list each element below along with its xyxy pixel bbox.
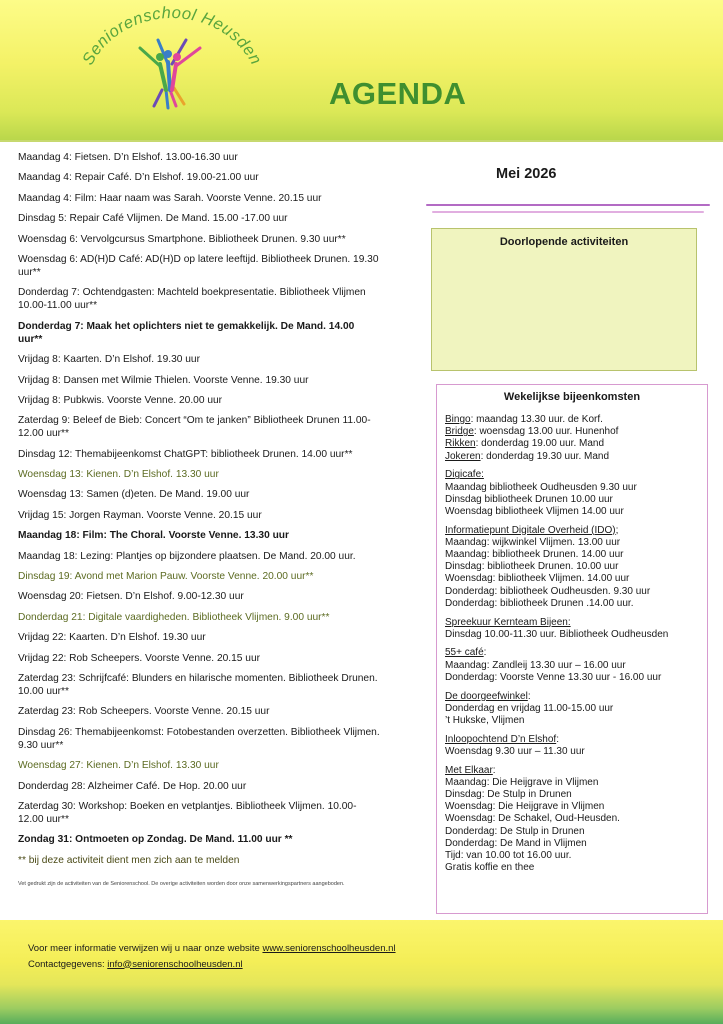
event-item: Maandag 4: Fietsen. D’n Elshof. 13.00-16.30 uur — [18, 152, 238, 163]
weekly-line-text: Dinsdag 10.00-11.30 uur. Bibliotheek Oudheusden — [445, 628, 669, 640]
weekly-line — [445, 573, 699, 585]
event-item: Dinsdag 26: Themabijeenkomst: Fotobestanden overzetten. Bibliotheek Vlijmen. 9.30 uur** — [18, 726, 380, 751]
registration-note: ** bij deze activiteit dient men zich aan te melden — [18, 854, 240, 866]
weekly-line — [445, 617, 699, 629]
weekly-meetings-title: Wekelijkse bijeenkomsten — [503, 391, 641, 403]
fine-print: Vet gedrukt zijn de activiteiten van de Seniorenschool. De overige activiteiten worden door onze samenwerkingspartners aangeboden. — [18, 880, 345, 887]
weekly-line — [445, 715, 699, 727]
weekly-line-text: Maandag: Zandleij 13.30 uur – 16.00 uur — [445, 659, 626, 671]
weekly-line-text: Dinsdag: bibliotheek Drunen. 10.00 uur — [445, 561, 619, 573]
event-item: Dinsdag 19: Avond met Marion Pauw. Voorste Venne. 20.00 uur** — [18, 571, 314, 583]
weekly-line-text: Woensdag: bibliotheek Vlijmen. 14.00 uur — [445, 573, 630, 585]
weekly-line-text: Dinsdag: De Stulp in Drunen — [445, 788, 572, 800]
weekly-line-text: Maandag: wijkwinkel Vlijmen. 13.00 uur — [445, 536, 621, 548]
footer-info-line — [28, 941, 396, 957]
weekly-group — [445, 617, 699, 641]
weekly-group — [445, 647, 699, 684]
website-link[interactable]: www.seniorenschoolheusden.nl — [262, 943, 396, 954]
weekly-line — [445, 672, 699, 684]
seniorenschool-logo — [70, 2, 270, 118]
weekly-line-heading: Bridge — [445, 426, 474, 438]
events-container — [18, 151, 380, 846]
event-item: Woensdag 13: Samen (d)eten. De Mand. 19.00 uur — [18, 489, 250, 501]
event-item: Maandag 4: Film: Haar naam was Sarah. Voorste Venne. 20.15 uur — [18, 192, 322, 204]
weekly-line — [445, 537, 699, 549]
weekly-line-text: : — [492, 764, 496, 776]
event-item: Woensdag 6: Vervolgcursus Smartphone. Bibliotheek Drunen. 9.30 uur** — [18, 233, 346, 245]
event-item: Zaterdag 9: Beleef de Bieb: Concert “Om te janken” Bibliotheek Drunen 11.00-12.00 uur** — [18, 415, 371, 440]
weekly-line — [445, 838, 699, 850]
weekly-line — [445, 789, 699, 801]
weekly-line — [445, 826, 699, 838]
weekly-line — [445, 777, 699, 789]
weekly-line-heading: Met Elkaar — [445, 764, 493, 776]
weekly-line — [445, 525, 699, 537]
weekly-groups — [445, 414, 699, 874]
weekly-line — [445, 506, 699, 518]
weekly-line-text: Woensdag: Die Heijgrave in Vlijmen — [445, 801, 605, 813]
event-item: Woensdag 27: Kienen. D’n Elshof. 13.30 uur — [18, 760, 219, 772]
event-item: Woensdag 13: Kienen. D’n Elshof. 13.30 uur — [18, 469, 219, 481]
divider-purple — [426, 204, 710, 206]
weekly-line — [445, 482, 699, 494]
weekly-group — [445, 414, 699, 463]
event-item: Donderdag 21: Digitale vaardigheden. Bibliotheek Vlijmen. 9.00 uur** — [18, 611, 330, 623]
weekly-line-heading: De doorgeefwinkel — [445, 690, 528, 702]
weekly-line — [445, 438, 699, 450]
month-label: Mei 2026 — [496, 166, 557, 182]
weekly-line — [445, 765, 699, 777]
weekly-line — [445, 734, 699, 746]
weekly-line — [445, 813, 699, 825]
event-item: Zondag 31: Ontmoeten op Zondag. De Mand. 11.00 uur ** — [18, 834, 293, 846]
weekly-line-text: Dinsdag bibliotheek Drunen 10.00 uur — [445, 493, 613, 505]
email-link[interactable]: info@seniorenschoolheusden.nl — [107, 958, 243, 970]
event-item: Vrijdag 22: Rob Scheepers. Voorste Venne. 20.15 uur — [18, 652, 261, 664]
weekly-line-text: Woensdag 9.30 uur – 11.30 uur — [445, 745, 585, 757]
event-item: Donderdag 7: Maak het oplichters niet te gemakkelijk. De Mand. 14.00 uur** — [18, 320, 355, 345]
weekly-line-text: : — [527, 690, 531, 702]
event-item: Woensdag 20: Fietsen. D’n Elshof. 9.00-12.30 uur — [18, 591, 244, 603]
weekly-line-text: Woensdag bibliotheek Vlijmen 14.00 uur — [445, 505, 624, 517]
weekly-line — [445, 746, 699, 758]
logo-text: Seniorenschool Heusden — [78, 3, 266, 69]
weekly-line-heading: Informatiepunt Digitale Overheid (IDO) — [445, 524, 616, 536]
weekly-line-heading: Jokeren — [445, 450, 481, 462]
weekly-line — [445, 703, 699, 715]
weekly-line — [445, 586, 699, 598]
footer-banner — [0, 920, 723, 1024]
weekly-line-heading: Bingo — [445, 414, 471, 425]
weekly-line-text: Maandag: bibliotheek Drunen. 14.00 uur — [445, 549, 624, 561]
weekly-group — [445, 469, 699, 518]
weekly-line-text: Donderdag: De Mand in Vlijmen — [445, 837, 587, 849]
event-item: Zaterdag 30: Workshop: Boeken en vetplantjes. Bibliotheek Vlijmen. 10.00-12.00 uur** — [18, 800, 357, 825]
weekly-line — [445, 494, 699, 506]
weekly-line — [445, 850, 699, 862]
weekly-line-text: Donderdag en vrijdag 11.00-15.00 uur — [445, 702, 614, 714]
header-banner — [0, 0, 723, 142]
weekly-line-text: Tijd: van 10.00 tot 16.00 uur. — [445, 850, 572, 861]
footer-contact-prefix: Contactgegevens: — [28, 958, 108, 970]
weekly-line — [445, 414, 699, 426]
weekly-line-heading: Spreekuur Kernteam Bijeen: — [445, 616, 571, 628]
weekly-line — [445, 660, 699, 672]
weekly-line — [445, 691, 699, 703]
event-item: Vrijdag 8: Pubkwis. Voorste Venne. 20.00 uur — [18, 394, 223, 406]
event-item: Vrijdag 22: Kaarten. D’n Elshof. 19.30 uur — [18, 632, 206, 644]
weekly-line — [445, 451, 699, 463]
event-item: Dinsdag 5: Repair Café Vlijmen. De Mand. 15.00 -17.00 uur — [18, 213, 288, 225]
footer-info-prefix: Voor meer informatie verwijzen wij u naar onze website — [28, 943, 263, 954]
weekly-line-text: Donderdag: Voorste Venne 13.30 uur - 16.00 uur — [445, 671, 662, 683]
weekly-line-text: Woensdag: De Schakel, Oud-Heusden. — [445, 813, 620, 825]
footer-text — [28, 941, 396, 972]
weekly-line-text: ; — [615, 524, 619, 536]
event-item: Maandag 4: Repair Café. D’n Elshof. 19.00-21.00 uur — [18, 172, 259, 184]
weekly-line-text: : — [556, 733, 559, 745]
event-item: Dinsdag 12: Themabijeenkomst ChatGPT: bibliotheek Drunen. 14.00 uur** — [18, 448, 353, 460]
weekly-line-text: : maandag 13.30 uur. de Korf. — [470, 414, 603, 425]
weekly-line — [445, 598, 699, 610]
event-item: Woensdag 6: AD(H)D Café: AD(H)D op latere leeftijd. Bibliotheek Drunen. 19.30 uur** — [18, 253, 379, 278]
event-item: Zaterdag 23: Schrijfcafé: Blunders en hilarische momenten. Bibliotheek Drunen. 10.00 uur** — [18, 672, 378, 697]
weekly-group — [445, 734, 699, 758]
svg-text:Seniorenschool Heusden — [79, 4, 265, 68]
weekly-group — [445, 525, 699, 610]
weekly-line-text: ’t Hukske, Vlijmen — [445, 714, 525, 726]
weekly-group — [445, 691, 699, 728]
event-list — [18, 151, 380, 888]
ongoing-activities-box — [431, 228, 697, 371]
event-item: Maandag 18: Film: The Choral. Voorste Venne. 13.30 uur — [18, 530, 289, 542]
weekly-line-text: : donderdag 19.30 uur. Mand — [480, 450, 610, 462]
weekly-line — [445, 801, 699, 813]
page-title: AGENDA — [329, 76, 467, 111]
weekly-line-text: Gratis koffie en thee — [445, 862, 535, 874]
ongoing-activities-title: Doorlopende activiteiten — [499, 236, 629, 248]
weekly-line — [445, 561, 699, 573]
weekly-line-text: Donderdag: De Stulp in Drunen — [445, 825, 585, 837]
event-item: Donderdag 28: Alzheimer Café. De Hop. 20.00 uur — [18, 780, 247, 792]
weekly-line-text: : woensdag 13.00 uur. Hunenhof — [473, 426, 619, 438]
weekly-line-heading: Rikken — [445, 438, 476, 450]
event-item: Vrijdag 15: Jorgen Rayman. Voorste Venne. 20.15 uur — [18, 509, 262, 521]
weekly-line — [445, 469, 699, 481]
weekly-line — [445, 549, 699, 561]
event-item: Vrijdag 8: Dansen met Wilmie Thielen. Voorste Venne. 19.30 uur — [18, 374, 309, 386]
weekly-line-heading: Inloopochtend D’n Elshof — [445, 733, 557, 745]
weekly-line-text: Maandag: Die Heijgrave in Vlijmen — [445, 776, 599, 788]
footer-contact-line — [28, 957, 396, 973]
weekly-meetings-box — [436, 384, 708, 914]
logo-figures-icon — [140, 40, 200, 108]
weekly-line-text: : — [483, 647, 487, 659]
event-item: Zaterdag 23: Rob Scheepers. Voorste Venne. 20.15 uur — [18, 706, 270, 718]
weekly-line-text: Donderdag: bibliotheek Drunen .14.00 uur. — [445, 597, 634, 609]
weekly-line — [445, 629, 699, 641]
weekly-line — [445, 426, 699, 438]
event-item: Maandag 18: Lezing: Plantjes op bijzondere plaatsen. De Mand. 20.00 uur. — [18, 550, 356, 562]
weekly-group — [445, 765, 699, 875]
weekly-line-text: Donderdag: bibliotheek Oudheusden. 9.30 uur — [445, 585, 651, 597]
weekly-line-heading: Digicafe: — [445, 469, 484, 481]
weekly-line — [445, 647, 699, 659]
weekly-line — [445, 862, 699, 874]
event-item: Donderdag 7: Ochtendgasten: Machteld boekpresentatie. Bibliotheek Vlijmen 10.00-11.00 uur** — [18, 287, 366, 312]
weekly-line-text: : donderdag 19.00 uur. Mand — [475, 438, 605, 450]
event-item: Vrijdag 8: Kaarten. D’n Elshof. 19.30 uur — [18, 354, 200, 366]
divider-pink — [432, 211, 704, 213]
weekly-line-heading: 55+ café — [445, 647, 484, 659]
weekly-line-text: Maandag bibliotheek Oudheusden 9.30 uur — [445, 481, 637, 493]
